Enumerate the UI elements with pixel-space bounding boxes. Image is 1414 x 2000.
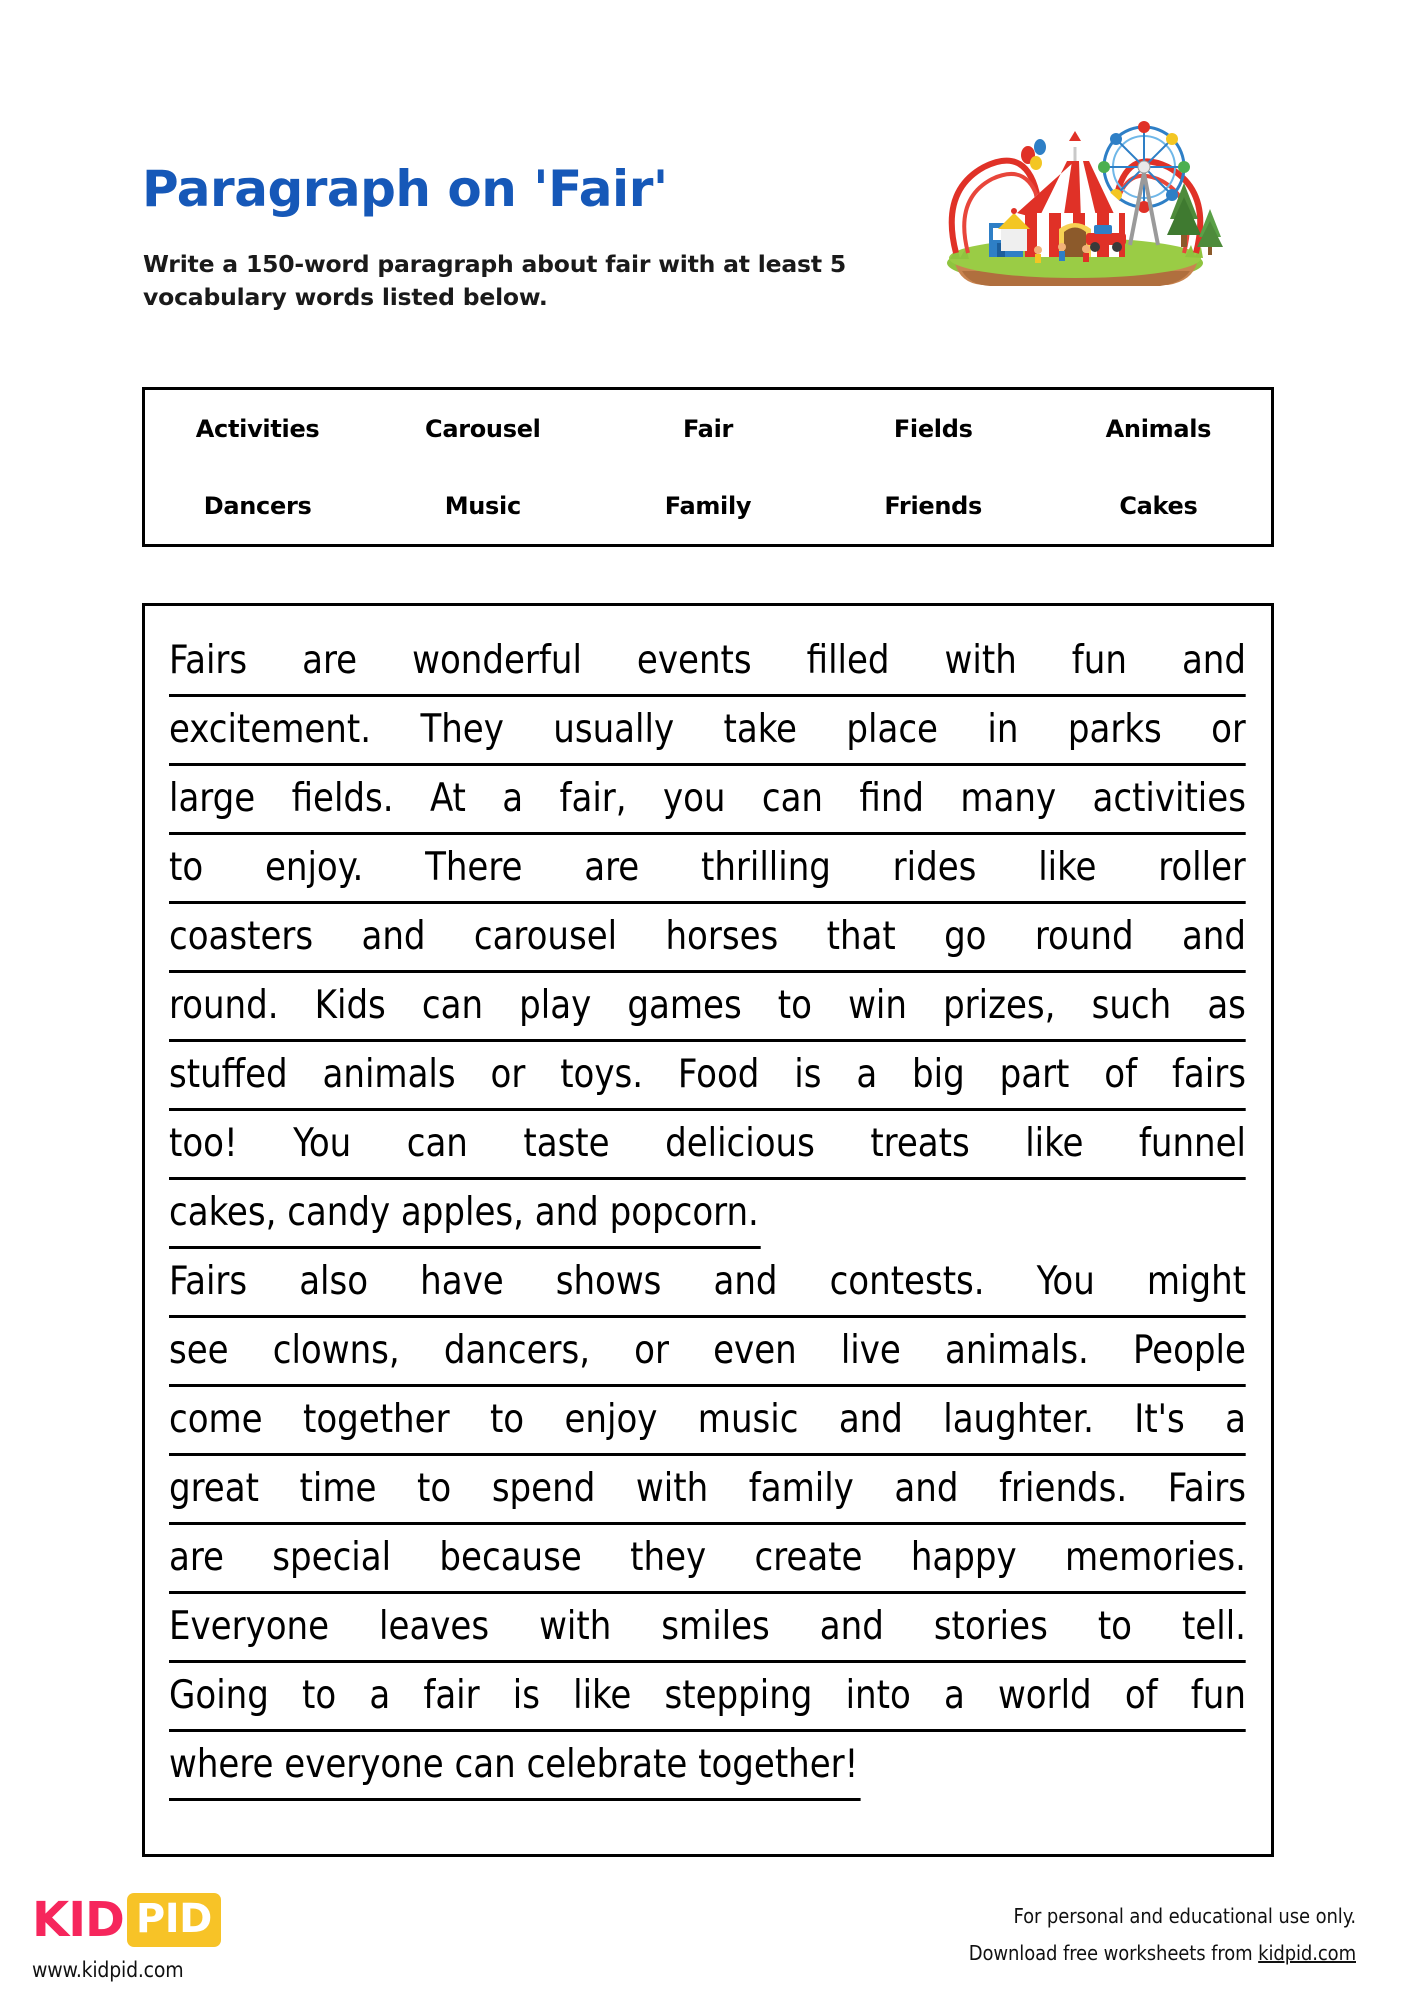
paragraph-word: fair bbox=[423, 1673, 480, 1718]
paragraph-word: take bbox=[723, 707, 798, 752]
paragraph-line bbox=[169, 1732, 1246, 1801]
paragraph-word: fun bbox=[1190, 1673, 1246, 1718]
paragraph-word: dancers, bbox=[443, 1328, 591, 1373]
paragraph-word: activities bbox=[1092, 776, 1246, 821]
paragraph-word: thrilling bbox=[700, 845, 831, 890]
paragraph-word: a bbox=[502, 776, 524, 821]
paragraph-word: animals bbox=[322, 1052, 456, 1097]
paragraph-line bbox=[169, 1111, 1246, 1180]
paragraph-word: It's bbox=[1134, 1397, 1185, 1442]
paragraph-word: can bbox=[406, 1121, 468, 1166]
paragraph-word: round. bbox=[169, 983, 279, 1028]
paragraph-word: in bbox=[987, 707, 1019, 752]
logo-pid-badge: PID bbox=[127, 1893, 221, 1947]
paragraph-line-text: where everyone can celebrate together! bbox=[169, 1732, 860, 1801]
paragraph-word: are bbox=[584, 845, 640, 890]
vocabulary-word: Family bbox=[664, 491, 752, 520]
paragraph-word: into bbox=[845, 1673, 911, 1718]
paragraph-word: to bbox=[169, 845, 204, 890]
paragraph-line bbox=[169, 1180, 1246, 1249]
page-title: Paragraph on 'Fair' bbox=[142, 160, 668, 218]
vocabulary-word: Fields bbox=[893, 414, 973, 443]
paragraph-word: to bbox=[777, 983, 812, 1028]
kidpid-logo bbox=[32, 1892, 221, 1982]
paragraph-word: see bbox=[169, 1328, 229, 1373]
paragraph-word: spend bbox=[491, 1466, 596, 1511]
paragraph-word: taste bbox=[523, 1121, 610, 1166]
paragraph-word: and bbox=[894, 1466, 959, 1511]
paragraph-word: many bbox=[960, 776, 1057, 821]
paragraph-line bbox=[169, 904, 1246, 973]
paragraph-word: memories. bbox=[1064, 1535, 1246, 1580]
paragraph-word: Food bbox=[677, 1052, 760, 1097]
vocabulary-word: Music bbox=[444, 491, 521, 520]
paragraph-word: At bbox=[429, 776, 466, 821]
paragraph-word: enjoy. bbox=[264, 845, 364, 890]
paragraph-word: is bbox=[794, 1052, 822, 1097]
paragraph-word: time bbox=[299, 1466, 377, 1511]
paragraph-word: fun bbox=[1071, 638, 1127, 683]
paragraph-line bbox=[169, 1525, 1246, 1594]
paragraph-word: win bbox=[848, 983, 907, 1028]
footer-note-line-1: For personal and educational use only. bbox=[1013, 1904, 1356, 1928]
paragraph-word: a bbox=[369, 1673, 391, 1718]
paragraph-word: funnel bbox=[1138, 1121, 1247, 1166]
worksheet-header bbox=[0, 0, 1414, 312]
paragraph-word: enjoy bbox=[564, 1397, 658, 1442]
vocabulary-word: Fair bbox=[682, 414, 734, 443]
paragraph-word: and bbox=[838, 1397, 903, 1442]
paragraph-word: together bbox=[303, 1397, 450, 1442]
paragraph-word: Fairs bbox=[1167, 1466, 1246, 1511]
paragraph-word: laughter. bbox=[943, 1397, 1094, 1442]
paragraph-word: are bbox=[169, 1535, 224, 1580]
paragraph-word: friends. bbox=[999, 1466, 1128, 1511]
vocabulary-row-2 bbox=[145, 467, 1271, 544]
paragraph-word: fields. bbox=[291, 776, 394, 821]
vocabulary-word: Activities bbox=[195, 414, 320, 443]
fair-carnival-illustration bbox=[910, 95, 1240, 295]
paragraph-word: fairs bbox=[1171, 1052, 1246, 1097]
paragraph-word: fair, bbox=[559, 776, 627, 821]
paragraph-line bbox=[169, 766, 1246, 835]
paragraph-word: go bbox=[944, 914, 987, 959]
paragraph-word: of bbox=[1104, 1052, 1138, 1097]
paragraph-word: with bbox=[944, 638, 1017, 683]
footer-note-prefix: Download free worksheets from bbox=[968, 1941, 1259, 1965]
paragraph-word: Kids bbox=[314, 983, 386, 1028]
paragraph-word: are bbox=[302, 638, 358, 683]
paragraph-line bbox=[169, 835, 1246, 904]
paragraph-line bbox=[169, 1663, 1246, 1732]
paragraph-word: and bbox=[713, 1259, 778, 1304]
paragraph-word: can bbox=[421, 983, 484, 1028]
paragraph-word: stuffed bbox=[169, 1052, 288, 1097]
paragraph-word: even bbox=[713, 1328, 797, 1373]
paragraph-word: family bbox=[748, 1466, 854, 1511]
paragraph-word: treats bbox=[870, 1121, 970, 1166]
paragraph-word: stories bbox=[933, 1604, 1048, 1649]
kidpid-download-link[interactable]: kidpid.com bbox=[1258, 1941, 1356, 1965]
paragraph-word: like bbox=[573, 1673, 632, 1718]
paragraph-word: and bbox=[361, 914, 426, 959]
vocabulary-word: Carousel bbox=[425, 414, 541, 443]
paragraph-word: carousel bbox=[473, 914, 618, 959]
paragraph-word: they bbox=[630, 1535, 707, 1580]
paragraph-line bbox=[169, 1594, 1246, 1663]
paragraph-word: to bbox=[417, 1466, 452, 1511]
paragraph-word: delicious bbox=[665, 1121, 815, 1166]
paragraph-word: Fairs bbox=[169, 638, 248, 683]
paragraph-word: round bbox=[1034, 914, 1134, 959]
paragraph-word: clowns, bbox=[272, 1328, 400, 1373]
paragraph-word: toys. bbox=[560, 1052, 644, 1097]
instructions-text: Write a 150-word paragraph about fair with at least 5 vocabulary words listed below. bbox=[143, 250, 846, 312]
paragraph-word: music bbox=[697, 1397, 799, 1442]
paragraph-word: find bbox=[859, 776, 925, 821]
paragraph-word: you bbox=[662, 776, 726, 821]
vocabulary-word: Animals bbox=[1105, 414, 1212, 443]
footer-note-line-2 bbox=[969, 1935, 1356, 1972]
paragraph-word: events bbox=[636, 638, 752, 683]
vocabulary-word-bank bbox=[142, 387, 1274, 547]
vocabulary-word: Friends bbox=[884, 491, 983, 520]
footer-usage-notes bbox=[969, 1898, 1356, 1972]
paragraph-word: People bbox=[1132, 1328, 1246, 1373]
paragraph-word: have bbox=[420, 1259, 504, 1304]
paragraph-word: smiles bbox=[661, 1604, 770, 1649]
paragraph-word: wonderful bbox=[412, 638, 582, 683]
paragraph-word: such bbox=[1091, 983, 1172, 1028]
paragraph-word: rides bbox=[892, 845, 977, 890]
paragraph-word: with bbox=[539, 1604, 612, 1649]
paragraph-word: with bbox=[635, 1466, 709, 1511]
paragraph-word: horses bbox=[665, 914, 779, 959]
paragraph-word: leaves bbox=[379, 1604, 490, 1649]
paragraph-word: shows bbox=[555, 1259, 662, 1304]
vocabulary-word: Cakes bbox=[1119, 491, 1198, 520]
paragraph-line bbox=[169, 1249, 1246, 1318]
paragraph-word: to bbox=[302, 1673, 337, 1718]
paragraph-word: to bbox=[489, 1397, 525, 1442]
paragraph-word: come bbox=[169, 1397, 263, 1442]
paragraph-word: filled bbox=[806, 638, 890, 683]
logo-kid-text: KID bbox=[32, 1892, 124, 1948]
paragraph-word: big bbox=[912, 1052, 965, 1097]
paragraph-word: stepping bbox=[664, 1673, 813, 1718]
paragraph-word: happy bbox=[910, 1535, 1017, 1580]
paragraph-word: usually bbox=[553, 707, 675, 752]
worksheet-footer bbox=[0, 1880, 1414, 2000]
paragraph-word: and bbox=[1181, 638, 1246, 683]
paragraph-word: roller bbox=[1158, 845, 1247, 890]
paragraph-word: to bbox=[1097, 1604, 1132, 1649]
paragraph-line bbox=[169, 1387, 1246, 1456]
paragraph-word: or bbox=[1211, 707, 1246, 752]
paragraph-word: is bbox=[512, 1673, 540, 1718]
paragraph-word: You bbox=[293, 1121, 352, 1166]
paragraph-word: or bbox=[490, 1052, 526, 1097]
paragraph-word: a bbox=[943, 1673, 965, 1718]
paragraph-word: tell. bbox=[1181, 1604, 1246, 1649]
logo-mark bbox=[32, 1892, 221, 1948]
paragraph-word: create bbox=[754, 1535, 863, 1580]
paragraph-word: can bbox=[761, 776, 824, 821]
paragraph-word: as bbox=[1207, 983, 1246, 1028]
paragraph-word: They bbox=[420, 707, 504, 752]
paragraph-word: world bbox=[997, 1673, 1092, 1718]
paragraph-word: Going bbox=[169, 1673, 269, 1718]
paragraph-word: great bbox=[169, 1466, 259, 1511]
paragraph-word: You bbox=[1036, 1259, 1095, 1304]
paragraph-line bbox=[169, 1042, 1246, 1111]
paragraph-word: Fairs bbox=[169, 1259, 248, 1304]
paragraph-word: might bbox=[1146, 1259, 1247, 1304]
paragraph-word: large bbox=[169, 776, 256, 821]
vocabulary-row-1 bbox=[145, 390, 1271, 467]
paragraph-line bbox=[169, 1318, 1246, 1387]
paragraph-word: contests. bbox=[829, 1259, 985, 1304]
paragraph-word: a bbox=[856, 1052, 878, 1097]
paragraph-word: live bbox=[840, 1328, 901, 1373]
paragraph-word: play bbox=[519, 983, 592, 1028]
paragraph-word: like bbox=[1025, 1121, 1084, 1166]
paragraph-word: special bbox=[272, 1535, 392, 1580]
paragraph-word: coasters bbox=[169, 914, 314, 959]
paragraph-word: because bbox=[439, 1535, 582, 1580]
paragraph-word: also bbox=[299, 1259, 369, 1304]
vocabulary-word: Dancers bbox=[203, 491, 312, 520]
paragraph-word: and bbox=[1181, 914, 1247, 959]
paragraph-word: too! bbox=[169, 1121, 238, 1166]
paragraph-word: like bbox=[1038, 845, 1097, 890]
paragraph-word: There bbox=[425, 845, 523, 890]
paragraph-word: part bbox=[999, 1052, 1070, 1097]
paragraph-line bbox=[169, 973, 1246, 1042]
paragraph-line-text: cakes, candy apples, and popcorn. bbox=[169, 1180, 761, 1249]
paragraph-answer-area[interactable] bbox=[142, 603, 1274, 1857]
paragraph-word: place bbox=[846, 707, 939, 752]
paragraph-word: and bbox=[819, 1604, 884, 1649]
paragraph-word: excitement. bbox=[169, 707, 372, 752]
paragraph-line bbox=[169, 697, 1246, 766]
logo-website-url: www.kidpid.com bbox=[32, 1958, 184, 1982]
paragraph-line bbox=[169, 1456, 1246, 1525]
paragraph-word: games bbox=[627, 983, 742, 1028]
paragraph-word: Everyone bbox=[169, 1604, 330, 1649]
paragraph-word: prizes, bbox=[943, 983, 1056, 1028]
paragraph-word: or bbox=[634, 1328, 669, 1373]
paragraph-text bbox=[169, 628, 1247, 1801]
paragraph-word: a bbox=[1225, 1397, 1246, 1442]
paragraph-word: animals. bbox=[944, 1328, 1089, 1373]
paragraph-line bbox=[169, 628, 1246, 697]
paragraph-word: parks bbox=[1067, 707, 1162, 752]
paragraph-word: that bbox=[826, 914, 896, 959]
paragraph-word: of bbox=[1124, 1673, 1158, 1718]
